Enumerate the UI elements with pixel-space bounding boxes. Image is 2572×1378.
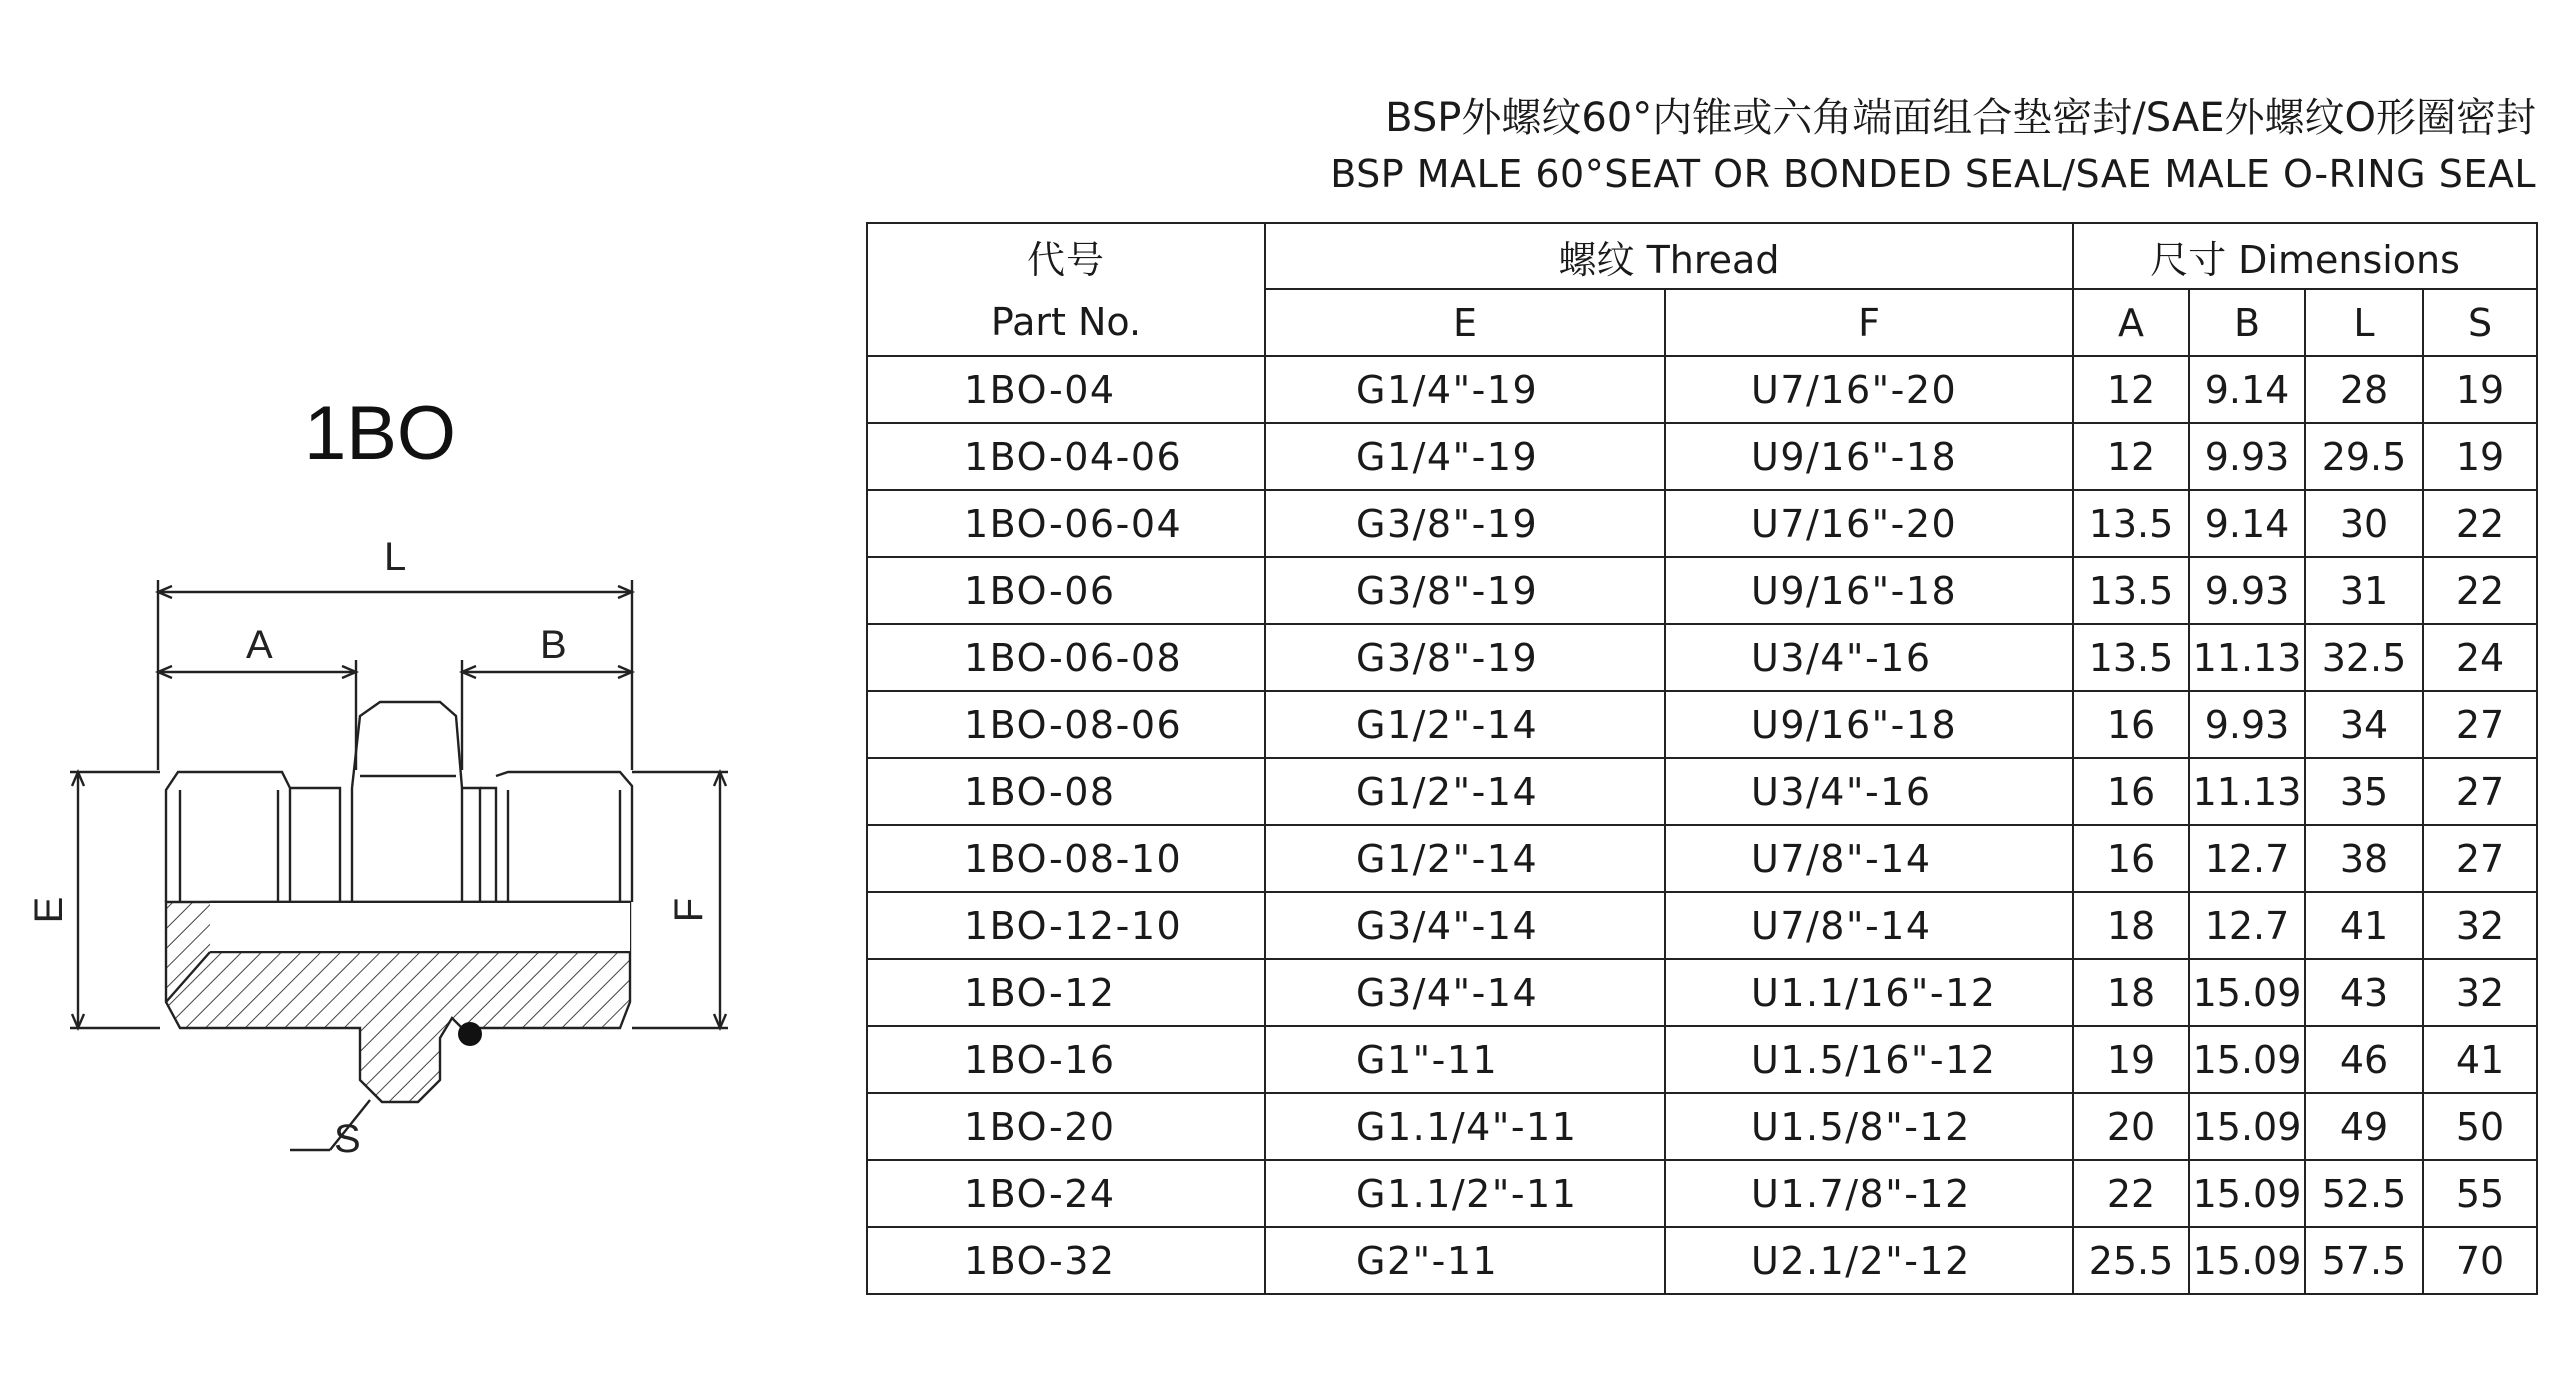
dim-b-cell: 15.09	[2189, 1227, 2305, 1294]
dim-b-cell: 9.93	[2189, 691, 2305, 758]
dim-b-cell: 9.93	[2189, 557, 2305, 624]
part-no-cell: 1BO-08	[867, 758, 1265, 825]
column-header-s: S	[2423, 289, 2537, 356]
dim-s-cell: 50	[2423, 1093, 2537, 1160]
dimension-label-F: F	[667, 897, 711, 923]
thread-e-cell: G3/8"-19	[1265, 557, 1665, 624]
part-no-cell: 1BO-32	[867, 1227, 1265, 1294]
table-header-row-1	[867, 223, 2537, 289]
dim-s-cell: 27	[2423, 758, 2537, 825]
thread-e-cell: G1/2"-14	[1265, 825, 1665, 892]
dim-s-cell: 19	[2423, 423, 2537, 490]
model-title: 1BO	[303, 391, 457, 476]
table-row	[867, 356, 2537, 423]
table-row	[867, 1093, 2537, 1160]
thread-e-cell: G1/2"-14	[1265, 691, 1665, 758]
part-no-cell: 1BO-06	[867, 557, 1265, 624]
dim-s-cell: 41	[2423, 1026, 2537, 1093]
dimensions-header: 尺寸 Dimensions	[2073, 223, 2537, 289]
dim-s-cell: 24	[2423, 624, 2537, 691]
column-header-f: F	[1665, 289, 2073, 356]
dim-l-cell: 34	[2305, 691, 2423, 758]
fitting-drawing-panel	[0, 0, 820, 1378]
spec-table-body	[867, 356, 2537, 1294]
part-no-cell: 1BO-08-06	[867, 691, 1265, 758]
dim-a-cell: 16	[2073, 758, 2189, 825]
dim-l-cell: 32.5	[2305, 624, 2423, 691]
part-no-cell: 1BO-04-06	[867, 423, 1265, 490]
dim-a-cell: 16	[2073, 691, 2189, 758]
dim-s-cell: 70	[2423, 1227, 2537, 1294]
fitting-cross-section-drawing	[0, 520, 820, 1180]
dim-a-cell: 20	[2073, 1093, 2189, 1160]
table-row	[867, 1026, 2537, 1093]
column-header-a: A	[2073, 289, 2189, 356]
dim-s-cell: 27	[2423, 691, 2537, 758]
thread-header: 螺纹 Thread	[1265, 223, 2073, 289]
dim-s-cell: 22	[2423, 490, 2537, 557]
thread-f-cell: U7/16"-20	[1665, 356, 2073, 423]
heading-english: BSP MALE 60°SEAT OR BONDED SEAL/SAE MALE O-RING SEAL	[1330, 152, 2536, 196]
dim-b-cell: 9.14	[2189, 490, 2305, 557]
thread-f-cell: U9/16"-18	[1665, 691, 2073, 758]
dim-b-cell: 12.7	[2189, 825, 2305, 892]
table-row	[867, 624, 2537, 691]
thread-f-cell: U9/16"-18	[1665, 557, 2073, 624]
dim-l-cell: 30	[2305, 490, 2423, 557]
dim-b-cell: 12.7	[2189, 892, 2305, 959]
dim-a-cell: 16	[2073, 825, 2189, 892]
thread-e-cell: G1"-11	[1265, 1026, 1665, 1093]
dim-l-cell: 52.5	[2305, 1160, 2423, 1227]
part-no-cell: 1BO-06-08	[867, 624, 1265, 691]
dim-b-cell: 15.09	[2189, 1026, 2305, 1093]
dim-l-cell: 49	[2305, 1093, 2423, 1160]
table-row	[867, 1160, 2537, 1227]
table-row	[867, 1227, 2537, 1294]
part-no-cell: 1BO-12-10	[867, 892, 1265, 959]
dim-a-cell: 13.5	[2073, 490, 2189, 557]
thread-f-cell: U1.1/16"-12	[1665, 959, 2073, 1026]
dim-l-cell: 31	[2305, 557, 2423, 624]
dim-a-cell: 25.5	[2073, 1227, 2189, 1294]
column-header-l: L	[2305, 289, 2423, 356]
dim-b-cell: 9.14	[2189, 356, 2305, 423]
thread-f-cell: U2.1/2"-12	[1665, 1227, 2073, 1294]
table-row	[867, 892, 2537, 959]
spec-table-container	[866, 222, 2538, 1295]
dim-a-cell: 13.5	[2073, 557, 2189, 624]
part-no-cell: 1BO-12	[867, 959, 1265, 1026]
table-row	[867, 825, 2537, 892]
thread-e-cell: G1.1/2"-11	[1265, 1160, 1665, 1227]
dimension-label-A: A	[246, 623, 273, 667]
column-header-b: B	[2189, 289, 2305, 356]
dim-b-cell: 11.13	[2189, 624, 2305, 691]
part-no-cell: 1BO-24	[867, 1160, 1265, 1227]
dim-l-cell: 41	[2305, 892, 2423, 959]
dim-l-cell: 38	[2305, 825, 2423, 892]
table-row	[867, 691, 2537, 758]
thread-e-cell: G1.1/4"-11	[1265, 1093, 1665, 1160]
thread-f-cell: U3/4"-16	[1665, 624, 2073, 691]
dim-a-cell: 19	[2073, 1026, 2189, 1093]
dim-a-cell: 13.5	[2073, 624, 2189, 691]
part-no-cell: 1BO-04	[867, 356, 1265, 423]
thread-f-cell: U7/8"-14	[1665, 892, 2073, 959]
part-no-header-cn: 代号	[1026, 237, 1105, 282]
dim-s-cell: 32	[2423, 959, 2537, 1026]
thread-f-cell: U1.5/8"-12	[1665, 1093, 2073, 1160]
heading-chinese: BSP外螺纹60°内锥或六角端面组合垫密封/SAE外螺纹O形圈密封	[1385, 95, 2536, 141]
dim-b-cell: 15.09	[2189, 1093, 2305, 1160]
dim-l-cell: 43	[2305, 959, 2423, 1026]
dimension-label-B: B	[540, 623, 567, 667]
dim-a-cell: 18	[2073, 959, 2189, 1026]
thread-f-cell: U3/4"-16	[1665, 758, 2073, 825]
dim-b-cell: 9.93	[2189, 423, 2305, 490]
dim-b-cell: 11.13	[2189, 758, 2305, 825]
table-row	[867, 490, 2537, 557]
dim-s-cell: 22	[2423, 557, 2537, 624]
part-no-cell: 1BO-20	[867, 1093, 1265, 1160]
dim-l-cell: 29.5	[2305, 423, 2423, 490]
thread-f-cell: U1.7/8"-12	[1665, 1160, 2073, 1227]
dim-a-cell: 12	[2073, 423, 2189, 490]
part-no-header	[867, 223, 1265, 356]
dim-l-cell: 46	[2305, 1026, 2423, 1093]
table-row	[867, 959, 2537, 1026]
column-header-e: E	[1265, 289, 1665, 356]
dimension-label-L: L	[384, 535, 407, 579]
dim-s-cell: 27	[2423, 825, 2537, 892]
part-no-header-en: Part No.	[990, 299, 1142, 344]
dim-a-cell: 18	[2073, 892, 2189, 959]
thread-e-cell: G3/8"-19	[1265, 624, 1665, 691]
dim-a-cell: 12	[2073, 356, 2189, 423]
table-row	[867, 758, 2537, 825]
thread-e-cell: G3/4"-14	[1265, 959, 1665, 1026]
dim-s-cell: 55	[2423, 1160, 2537, 1227]
thread-f-cell: U7/8"-14	[1665, 825, 2073, 892]
dim-l-cell: 28	[2305, 356, 2423, 423]
part-no-cell: 1BO-06-04	[867, 490, 1265, 557]
thread-f-cell: U9/16"-18	[1665, 423, 2073, 490]
dim-l-cell: 35	[2305, 758, 2423, 825]
dim-a-cell: 22	[2073, 1160, 2189, 1227]
dimension-label-S: S	[334, 1117, 361, 1161]
thread-e-cell: G1/4"-19	[1265, 423, 1665, 490]
thread-e-cell: G2"-11	[1265, 1227, 1665, 1294]
dimension-label-E: E	[27, 896, 71, 924]
table-row	[867, 423, 2537, 490]
thread-e-cell: G3/4"-14	[1265, 892, 1665, 959]
thread-e-cell: G1/2"-14	[1265, 758, 1665, 825]
part-no-cell: 1BO-08-10	[867, 825, 1265, 892]
spec-table	[866, 222, 2538, 1295]
thread-e-cell: G3/8"-19	[1265, 490, 1665, 557]
thread-f-cell: U7/16"-20	[1665, 490, 2073, 557]
dim-l-cell: 57.5	[2305, 1227, 2423, 1294]
dim-b-cell: 15.09	[2189, 959, 2305, 1026]
thread-e-cell: G1/4"-19	[1265, 356, 1665, 423]
part-no-cell: 1BO-16	[867, 1026, 1265, 1093]
dim-s-cell: 19	[2423, 356, 2537, 423]
dim-b-cell: 15.09	[2189, 1160, 2305, 1227]
dim-s-cell: 32	[2423, 892, 2537, 959]
spec-heading	[1330, 90, 2536, 202]
table-row	[867, 557, 2537, 624]
thread-f-cell: U1.5/16"-12	[1665, 1026, 2073, 1093]
